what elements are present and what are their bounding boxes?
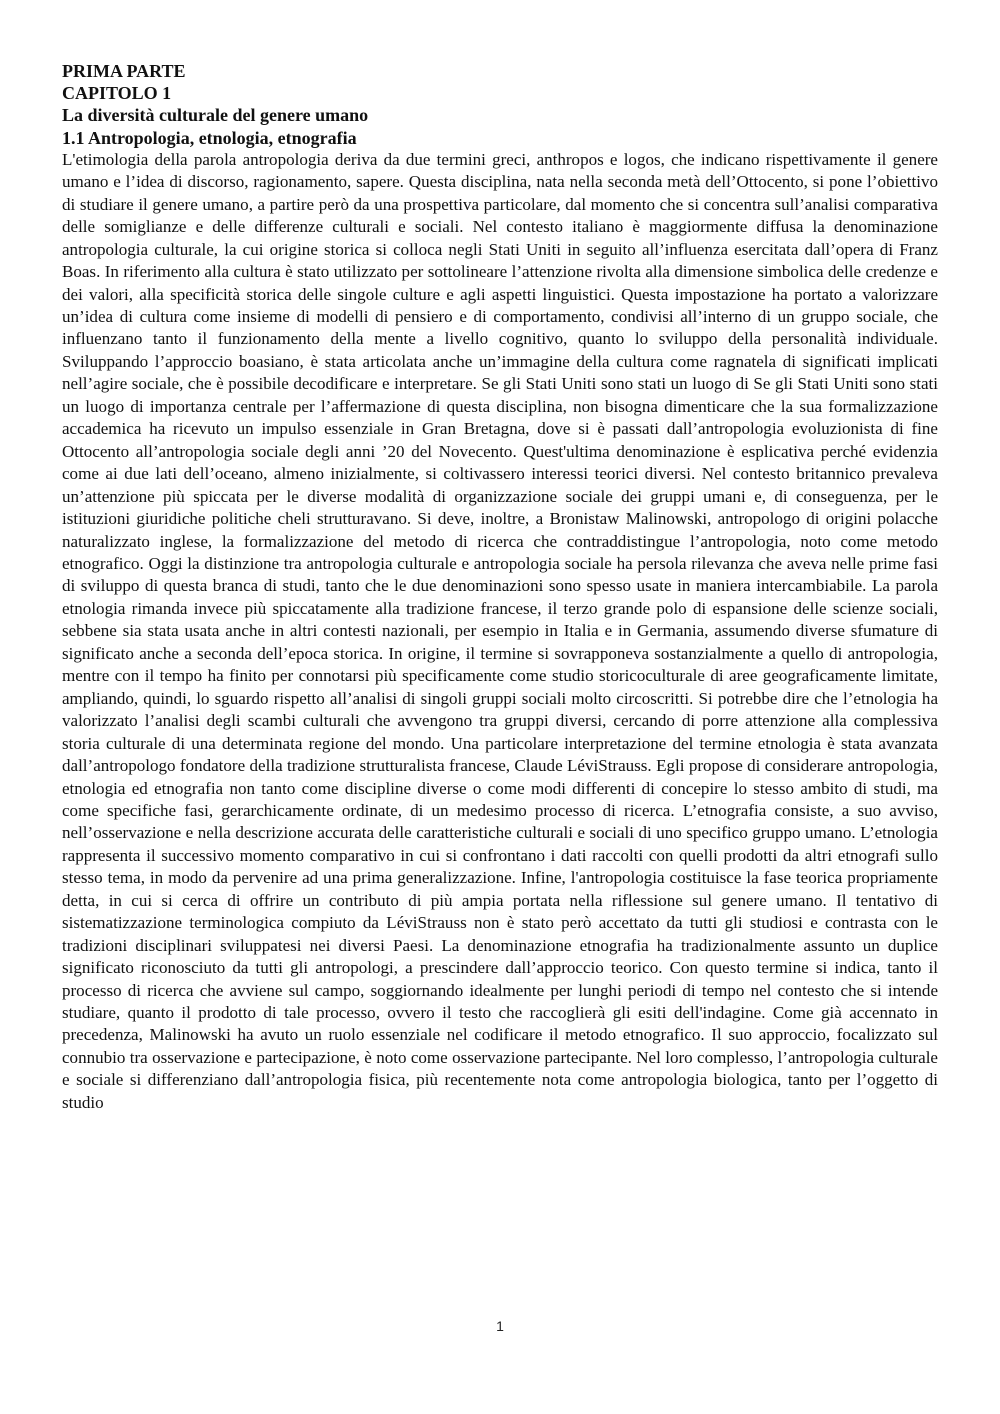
chapter-subtitle: La diversità culturale del genere umano [62, 105, 369, 126]
body-paragraph: L'etimologia della parola antropologia deriva da due termini greci, anthropos e logos, che indicano rispettivamente il genere umano e l’idea di discorso, ragionamento, sapere. Questa disciplina, nata nella seconda metà dell’Ottocento, si pone l’obiettivo di studiare il genere umano, a partire però da una prospettiva particolare, dal momento che si concentra sull’analisi comparativa delle somiglianze e delle differenze culturali e sociali. Nel contesto italiano è maggiormente diffusa la denominazione antropologia culturale, la cui origine storica si colloca negli Stati Uniti in seguito all’influenza esercitata dall’opera di Franz Boas. In riferimento alla cultura è stato utilizzato per sottolineare l’attenzione rivolta alla dimensione simbolica delle credenze e dei valori, alla specificità storica delle singole culture e agli aspetti linguistici. Questa impostazione ha portato a valorizzare un’idea di cultura come insieme di modelli di pensiero e di comportamento, condivisi all’interno di un gruppo sociale, che influenzano tanto il funzionamento della mente a livello cognitivo, quanto lo sviluppo della personalità individuale. Sviluppando l’approccio boasiano, è stata articolata anche un’immagine della cultura come ragnatela di significati implicati nell’agire sociale, che è possibile decodificare e interpretare. Se gli Stati Uniti sono stati un luogo di Se gli Stati Uniti sono stati un luogo di importanza centrale per l’affermazione di questa disciplina, non bisogna dimenticare che la sua formalizzazione accademica ha ricevuto un impulso essenziale in Gran Bretagna, dove si è passati dall’antropologia evoluzionista di fine Ottocento all’antropologia sociale degli anni ’20 del Novecento. Quest'ultima denominazione è esplicativa perché evidenzia come ai due lati dell’oceano, almeno inizialmente, si coltivassero interessi teorici diversi. Nel contesto britannico prevaleva un’attenzione più spiccata per le diverse modalità di organizzazione sociale dei gruppi umani e, di conseguenza, per le istituzioni giuridiche politiche cheli strutturavano. Si deve, inoltre, a Bronistaw Malinowski, antropologo di origini polacche naturalizzato inglese, la formalizzazione del metodo di ricerca che contraddistingue l’antropologia, noto come metodo etnografico. Oggi la distinzione tra antropologia culturale e antropologia sociale ha persola rilevanza che aveva nelle prime fasi di sviluppo di questa branca di studi, tanto che le due denominazioni sono spesso usate in maniera intercambiabile. La parola etnologia rimanda invece più spiccatamente alla tradizione francese, il terzo grande polo di espansione delle scienze sociali, sebbene sia stata usata anche in altri contesti nazionali, per esempio in Italia e in Germania, assumendo diverse sfumature di significato anche a seconda dell’epoca storica. In origine, il termine si sovrapponeva sostanzialmente a quello di antropologia, mentre con il tempo ha finito per connotarsi più specificamente come studio storicoculturale di aree geograficamente limitate, ampliando, quindi, lo sguardo rispetto all’analisi di singoli gruppi sociali molto circoscritti. Si potrebbe dire che l’etnologia ha valorizzato l’analisi degli scambi culturali che avvengono tra gruppi diversi, cercando di porre attenzione alla complessiva storia culturale di una determinata regione del mondo. Una particolare interpretazione del termine etnologia è stata avanzata dall’antropologo fondatore della tradizione strutturalista francese, Claude LéviStrauss. Egli propose di considerare antropologia, etnologia ed etnografia non tanto come discipline diverse o come modi differenti di concepire lo stesso ambito di studi, ma come specifiche fasi, gerarchicamente ordinate, di un medesimo processo di ricerca. L’etnografia consiste, a suo avviso, nell’osservazione e nella descrizione accurata delle caratteristiche culturali e sociali di uno specifico gruppo umano. L’etnologia rappresenta il successivo momento comparativo in cui si confrontano i dati raccolti con quelli prodotti da altri etnografi sullo stesso tema, in modo da pervenire ad una prima generalizzazione. Infine, l'antropologia costituisce la fase teorica propriamente detta, in cui si cerca di offrire un contributo di più ampia portata nella riflessione sul genere umano. Il tentativo di sistematizzazione terminologica compiuto da LéviStrauss non è stato però accettato da tutti gli studiosi e contrasta con le tradizioni disciplinari sviluppatesi nei diversi Paesi. La denominazione etnografia ha tradizionalmente assunto un duplice significato riconosciuto da tutti gli antropologi, a prescindere dall’approccio teorico. Con questo termine si indica, tanto il processo di ricerca che avviene sul campo, soggiornando idealmente per lunghi periodi di tempo nel contesto che si intende studiare, quanto il prodotto di tale processo, ovvero il testo che raccoglierà gli esiti dell'indagine. Come già accennato in precedenza, Malinowski ha avuto un ruolo essenziale nel codificare il metodo etnografico. Il suo approccio, focalizzato sul connubio tra osservazione e partecipazione, è noto come osservazione partecipante. Nel loro complesso, l’antropologia culturale e sociale si differenziano dall’antropologia fisica, più recentemente nota come antropologia biologica, tanto per l’oggetto di studio [62, 149, 938, 1112]
page-number: 1 [496, 1318, 504, 1334]
chapter-title: CAPITOLO 1 [62, 83, 172, 104]
part-title: PRIMA PARTE [62, 61, 186, 81]
document-page [62, 60, 938, 1114]
section-title: 1.1 Antropologia, etnologia, etnografia [62, 127, 357, 148]
